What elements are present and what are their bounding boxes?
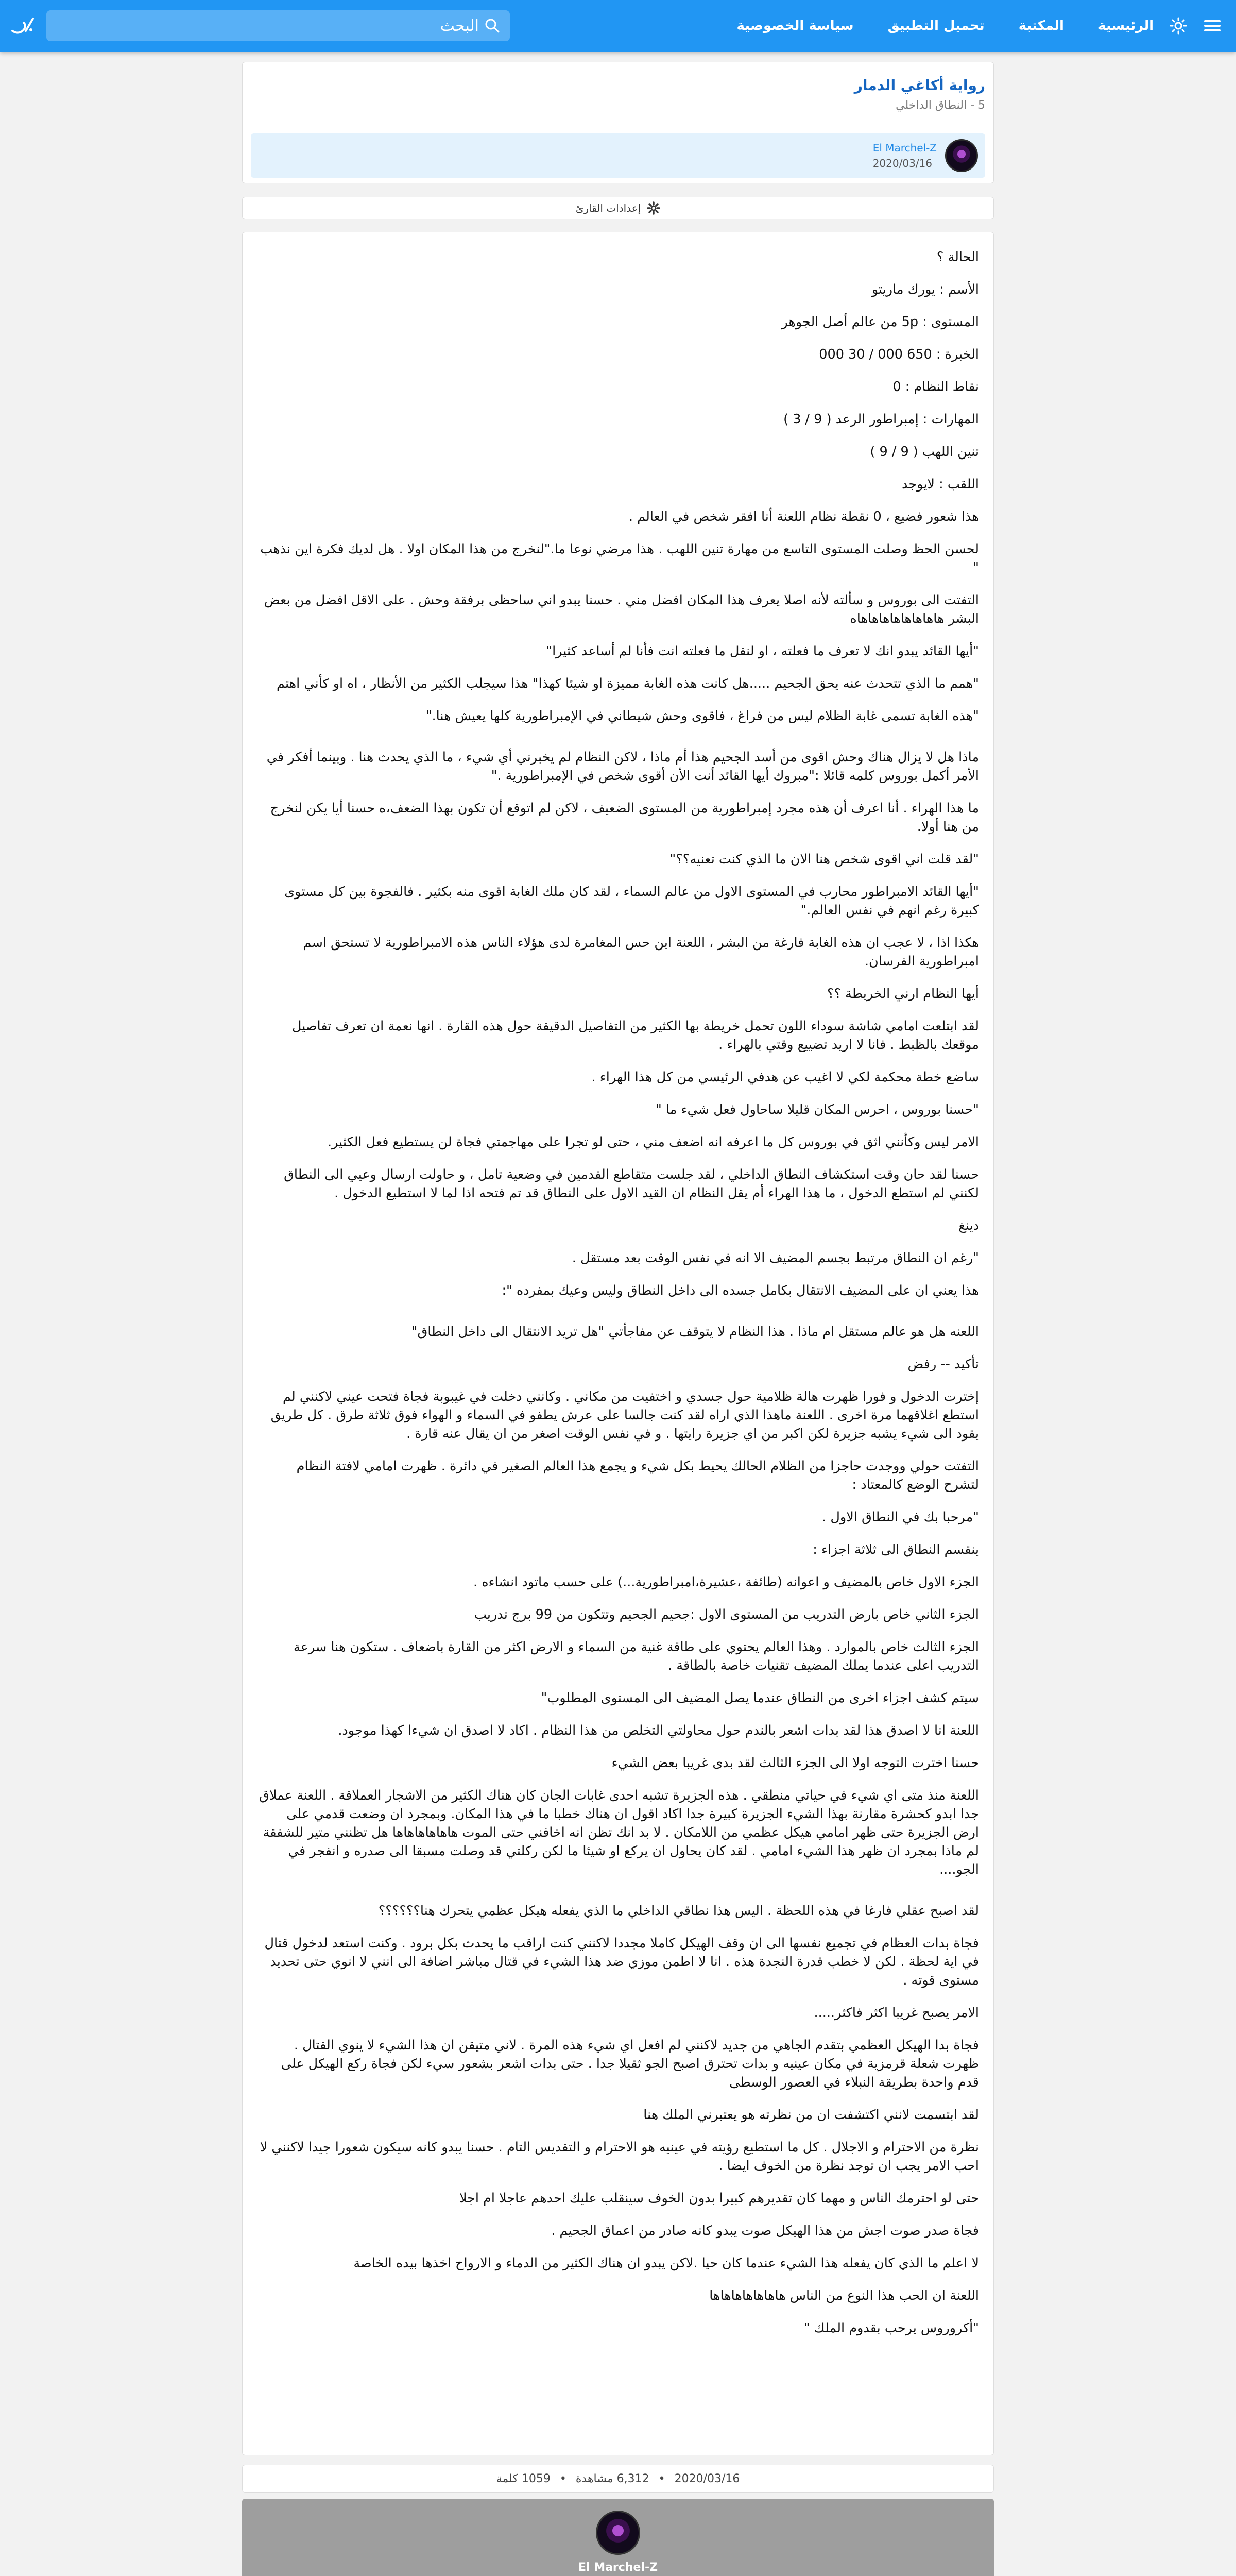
- reader-settings-button[interactable]: [242, 197, 994, 219]
- sun-icon: [1170, 17, 1187, 35]
- paragraph: "أيها القائد يبدو انك لا تعرف ما فعلته ، او لنقل ما فعلته انت فأنا لم أساعد كثيرا": [546, 643, 979, 659]
- nav-link-library[interactable]: المكتبة: [1018, 18, 1064, 33]
- author-meta: [873, 142, 937, 170]
- paragraph: ينقسم النطاق الى ثلاثة اجزاء :: [813, 1542, 979, 1557]
- author-card-name[interactable]: El Marchel-Z: [578, 2561, 658, 2574]
- paragraph: الأسم : يورك ماريتو: [871, 282, 979, 297]
- hamburger-icon: [1204, 20, 1221, 31]
- paragraph: "رغم ان النطاق مرتبط بجسم المضيف الا انه في نفس الوقت بعد مستقل .: [572, 1250, 979, 1266]
- paragraph: "لقد قلت اني اقوى شخص هنا الان ما الذي كنت تعنيه؟؟": [670, 852, 979, 867]
- chapter-content: [242, 232, 994, 2455]
- meta-separator: •: [559, 2472, 566, 2485]
- paragraph: التفتت الى بوروس و سألته لأنه اصلا يعرف هذا المكان افضل مني . حسنا يبدو اني ساحظى برفقة وحش . على الاقل افضل من بعض البشر هاهاهاهاهاهاهاهاه: [264, 592, 979, 626]
- search-icon[interactable]: [484, 18, 501, 34]
- search-box: [46, 10, 510, 41]
- paragraph: هذا يعني ان على المضيف الانتقال بكامل جسده الى داخل النطاق وليس وعيك بمفرده ":: [502, 1283, 979, 1298]
- nav-link-home[interactable]: الرئيسية: [1097, 18, 1154, 33]
- paragraph: لقد ابتلعت امامي شاشة سوداء اللون تحمل خريطة بها الكثير من التفاصيل الدقيقة حول هذه القارة . انها نعمة ان تعرف تفاصيل موقعك بالظبط . فانا لا اريد تضييع وقتي بالهراء .: [291, 1019, 979, 1053]
- paragraph: نظرة من الاحترام و الاجلال . كل ما استطيع رؤيته في عينيه هو الاحترام و التقديس التام . حسنا يبدو كانه سيكون شعورا جيدا لاكنني لا احب الامر يجب ان توجد نظرة من الخوف ايضا .: [260, 2140, 979, 2174]
- theme-toggle-button[interactable]: [1167, 14, 1190, 37]
- paragraph: لقد ابتسمت لانني اكتشفت ان من نظرته هو يعتبرني الملك هنا: [643, 2107, 979, 2123]
- site-logo-icon[interactable]: [8, 11, 37, 40]
- paragraph: فجاة صدر صوت اجش من هذا الهيكل صوت يبدو كانه صادر من اعماق الجحيم .: [551, 2223, 979, 2239]
- paragraph: اللقب : لايوجد: [902, 477, 979, 492]
- paragraph: هكذا اذا ، لا عجب ان هذه الغابة فارغة من البشر ، اللعنة اين حس المغامرة لدى هؤلاء الناس هذه الامبراطورية لا تستحق اسم امبراطورية الفرسان.: [303, 935, 979, 969]
- paragraph: هذا شعور فضيع ، 0 نقطة نظام اللعنة أنا افقر شخص في العالم .: [628, 509, 979, 524]
- paragraph: حسنا لقد حان وقت استكشاف النطاق الداخلي ، لقد جلست متقاطع القدمين في وضعية تامل ، و حاولت ارسال وعيي الى النطاق لكنني لم استطع الدخول ، ما هذا الهراء أم يقل النظام ان القيد الاول على النطاق قد تم فتحه اذا لما لا استطيع الدخول .: [284, 1167, 979, 1201]
- paragraph: نقاط النظام : 0: [892, 379, 979, 395]
- paragraph: ما هذا الهراء . أنا اعرف أن هذه مجرد إمبراطورية من المستوى الضعيف ، لاكن لم اتوقع أن تكون بهذا الضعف،ه حسنا أيا يكن لنخرج من هنا أولا.: [270, 801, 979, 835]
- author-name[interactable]: El Marchel-Z: [872, 142, 937, 154]
- paragraph: أيها النظام ارني الخريطة ؟؟: [827, 986, 979, 1002]
- paragraph: دينغ: [958, 1218, 979, 1233]
- paragraph: "هذه الغابة تسمى غابة الظلام ليس من فراغ ، فاقوى وحش شيطاني في الإمبراطورية كلها يعيش هنا.": [425, 708, 979, 724]
- paragraph: لا اعلم ما الذي كان يفعله هذا الشيء عندما كان حيا .لاكن يبدو ان هناك الكثير من الدماء و الارواح اخذها بيده الخاصة: [353, 2256, 979, 2271]
- paragraph: الجزء الثالث خاص بالموارد . وهذا العالم يحتوي على طاقة غنية من السماء و الارض اكثر من القارة باضعاف . ستكون هنا سرعة التدريب اعلى عندما يملك المضيف تقنيات خاصة بالطاقة .: [293, 1639, 979, 1673]
- gear-icon: [647, 201, 660, 215]
- avatar[interactable]: [596, 2511, 640, 2555]
- paragraph: الامر يصبح غريبا اكثر فاكثر.....: [814, 2005, 979, 2021]
- paragraph: تنين اللهب ( 9 / 9 ): [870, 444, 979, 460]
- top-navbar: [0, 0, 1236, 52]
- paragraph: "مرحبا بك في النطاق الاول .: [822, 1510, 979, 1525]
- paragraph: حسنا اخترت التوجه اولا الى الجزء الثالث لقد بدى غريبا بعض الشيء: [611, 1755, 979, 1771]
- novel-title[interactable]: رواية أكاغي الدمار: [854, 77, 985, 94]
- meta-words: 1059 كلمة: [496, 2472, 551, 2485]
- paragraph: الجزء الاول خاص بالمضيف و اعوانه (طائفة ،عشيرة،امبراطورية...) على حسب ماتود انشاءه .: [473, 1574, 979, 1590]
- paragraph: حتى لو احترمك الناس و مهما كان تقديرهم كبيرا بدون الخوف سينقلب عليك احدهم عاجلا ام اجلا: [459, 2191, 979, 2206]
- paragraph: فجاة بدا الهيكل العظمي بتقدم الجاهي من جديد لاكنني لم افعل اي شيء هذه المرة . لاني متيقن ان هذا الشيء لا ينوي القتال . ظهرت شعلة قرمزية في مكان عينيه و بدات تحترق اصبح الجو ثقيلا جدا . حتى بدات اشعر بشعور سيء لكن فجاة ركع الهيكل على قدم واحدة بطريقة النبلاء في العصور الوسطى: [281, 2038, 979, 2090]
- paragraph: الامر ليس وكأنني اثق في بوروس كل ما اعرفه انه اضعف مني ، حتى لو تجرا على مهاجمتي فجاة لن يستطيع فعل الكثير.: [328, 1134, 979, 1150]
- paragraph: سيتم كشف اجزاء اخرى من النطاق عندما يصل المضيف الى المستوى المطلوب": [541, 1690, 979, 1706]
- paragraph: المهارات : إمبراطور الرعد ( 9 / 3 ): [783, 412, 979, 427]
- reader-settings-label: إعدادات القارئ: [575, 202, 641, 214]
- paragraph: فجاة بدات العظام في تجميع نفسها الى ان وقف الهيكل كاملا مجددا لاكنني كنت اراقب ما يحدث بكل برود . وكنت استعد لدخول قتال في اية لحظة . لكن لا خطب قدرة النجدة هذه . انا لا اطمن موزي ضد هذا الشيء في قتال مباشر اضافة الى انني لا انوي حتى تحديد مستوى قوته .: [264, 1936, 979, 1988]
- paragraph: "همم ما الذي تتحدث عنه يحق الجحيم .....هل كانت هذه الغابة مميزة او شيئا كهذا" هذا سيجلب الكثير من الأنظار ، اه او كأني اهتم: [277, 676, 979, 691]
- search-input[interactable]: [56, 17, 479, 35]
- paragraph: الحالة ؟: [936, 249, 979, 265]
- avatar[interactable]: [945, 139, 978, 172]
- chapter-meta: [242, 2465, 994, 2493]
- paragraph: المستوى : 5p من عالم أصل الجوهر: [781, 314, 979, 330]
- paragraph: ساضع خطة محكمة لكي لا اغيب عن هدفي الرئيسي من كل هذا الهراء .: [591, 1070, 979, 1085]
- meta-views: 6,312 مشاهدة: [575, 2472, 649, 2485]
- chapter-header-card: [242, 62, 994, 183]
- paragraph: ماذا هل لا يزال هناك وحش اقوى من أسد الجحيم هذا أم ماذا ، لاكن النظام لم يخبرني أي شيء ، ما الذي يحدث هنا . وبينما أفكر في الأمر أكمل بوروس كلمه قائلا :"مبروك أيها القائد أنت الأن أقوى شخص في الإمبراطورية .": [266, 750, 979, 784]
- paragraph: "حسنا بوروس ، احرس المكان قليلا ساحاول فعل شيء ما ": [656, 1102, 979, 1117]
- paragraph: "أيها القائد الامبراطور محارب في المستوى الاول من عالم السماء ، لقد كان ملك الغابة اقوى منه بكثير . فالفجوة بين كل مستوى كبيرة رغم انهم في نفس العالم.": [284, 884, 979, 918]
- paragraph: "أكروروس يرحب بقدوم الملك ": [803, 2320, 979, 2336]
- paragraph: اللعنه هل هو عالم مستقل ام ماذا . هذا النظام لا يتوقف عن مفاجأتي "هل تريد الانتقال الى داخل النطاق": [411, 1324, 979, 1340]
- main-container: [242, 62, 994, 2576]
- paragraph: الخبرة : 650 000 / 30 000: [819, 347, 979, 362]
- publish-date: 2020/03/16: [872, 157, 932, 170]
- nav-link-privacy[interactable]: سياسة الخصوصية: [736, 18, 854, 33]
- meta-separator: •: [658, 2472, 665, 2485]
- paragraph: تأكيد -- رفض: [907, 1357, 979, 1372]
- menu-button[interactable]: [1201, 14, 1224, 37]
- paragraph: الجزء الثاني خاص بارض التدريب من المستوى الاول :جحيم الجحيم وتتكون من 99 برج تدريب: [474, 1607, 979, 1622]
- chapter-subtitle: 5 - النطاق الداخلي: [896, 99, 985, 112]
- paragraph: اللعنة انا لا اصدق هذا لقد بدات اشعر بالندم حول محاولتي التخلص من هذا النظام . اكاد لا اصدق ان شيءا كهذا موجود.: [338, 1723, 979, 1738]
- paragraph: لحسن الحظ وصلت المستوى التاسع من مهارة تنين اللهب . هذا مرضي نوعا ما."لنخرج من هذا المكان اولا . هل لديك فكرة اين نذهب ": [260, 541, 979, 575]
- nav-links: [736, 0, 1154, 52]
- paragraph: إخترت الدخول و فورا ظهرت هالة ظلامية حول جسدي و اختفيت من مكاني . وكانني دخلت في غيبوبة فجاة فتحت عيني لاكنني لم استطع اغلاقهما مرة اخرى . اللعنة ماهذا الذي اراه لقد كنت جالسا على عرش يطفو في السماء و الهواء فوق ثلاثة طرق . كل طريق يقود الى شيء يشبه جزيرة لكن اكبر من اي جزيرة رايتها . و في نفس الوقت اصغر من ان يقال عنه قارة .: [270, 1389, 979, 1442]
- author-card[interactable]: [242, 2499, 994, 2576]
- nav-link-download-app[interactable]: تحميل التطبيق: [887, 18, 985, 33]
- meta-date: 2020/03/16: [674, 2472, 740, 2485]
- paragraph: اللعنة منذ متى اي شيء في حياتي منطقي . هذه الجزيرة تشبه احدى غابات الجان كان هناك الكثير من الاشجار العملاقة . اللعنة عملاق جدا ابدو كحشرة مقارنة بهذا الشيء الجزيرة كبيرة جدا اكاد اقول ان هناك خطبا ما في هذا المكان. وبمجرد ان وضعت قدمي على ارض الجزيرة حتى ظهر امامي هيكل عظمي من اللامكان . لا بد انك تظن انه اخافني حتى الموت هاهاهاهاهاها هل تظنني متير للشفقة لم ماذا بمجرد ان ظهر هذا الشيء امامي . لقد كان يحاول ان يركع او شيئا ما لكن ركلتي قد وصلت مسبقا الى صدره و انفجر في الجو....: [259, 1788, 979, 1877]
- paragraph: اللعنة ان الحب هذا النوع من الناس هاهاهاهاهاهاها: [709, 2288, 979, 2303]
- paragraph: لقد اصبح عقلي فارغا في هذه اللحظة . اليس هذا نطاقي الداخلي ما الذي يفعله هيكل عظمي يتحرك هنا؟؟؟؟؟؟: [378, 1903, 979, 1919]
- paragraph: التفتت حولي ووجدت حاجزا من الظلام الحالك يحيط بكل شيء و يجمع هذا العالم الصغير في دائرة . ظهرت امامي لافتة النظام لتشرح الوضع كالمعتاد :: [296, 1459, 979, 1493]
- author-strip[interactable]: [251, 133, 985, 178]
